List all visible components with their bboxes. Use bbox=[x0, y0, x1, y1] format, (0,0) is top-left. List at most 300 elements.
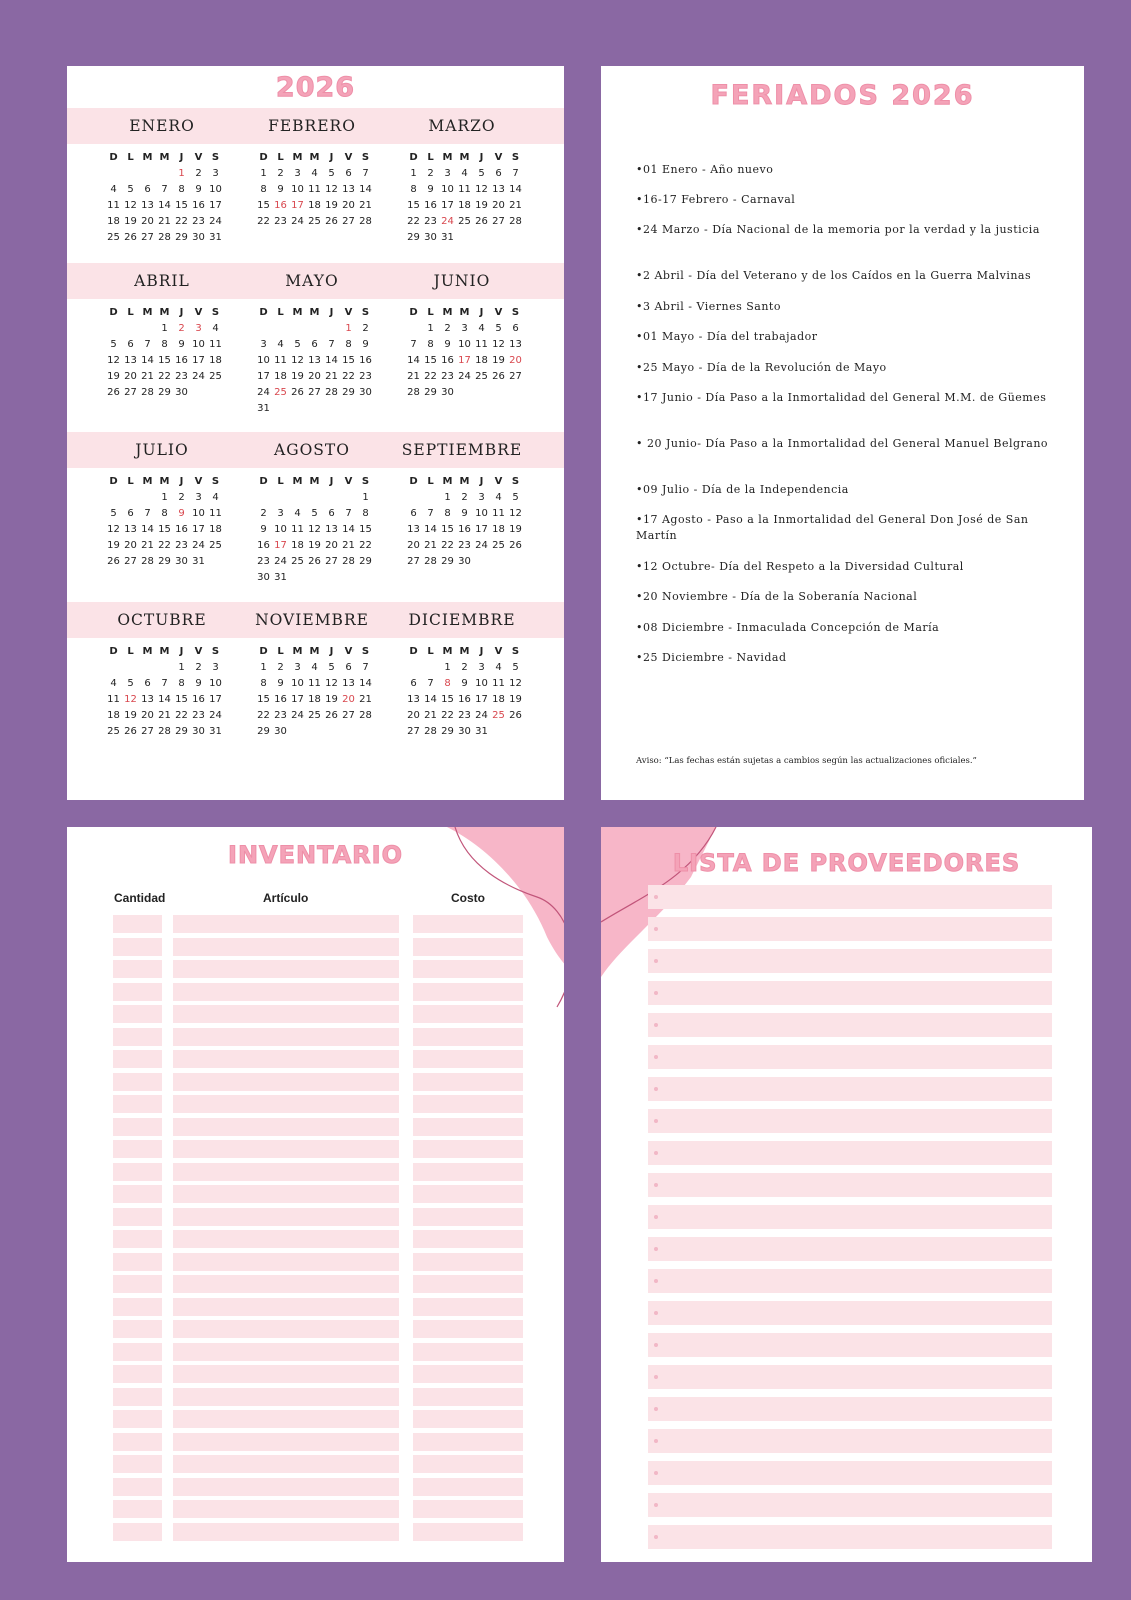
cost-cell[interactable] bbox=[413, 1500, 523, 1518]
bullet-icon bbox=[654, 895, 658, 899]
calendar-day: 5 bbox=[110, 339, 117, 350]
article-cell[interactable] bbox=[173, 915, 399, 933]
weekday-header: M bbox=[442, 307, 453, 318]
calendar-day: 21 bbox=[424, 710, 437, 721]
calendar-day: 31 bbox=[475, 726, 488, 737]
supplier-row[interactable] bbox=[648, 1397, 1052, 1421]
calendar-day: 24 bbox=[274, 556, 287, 567]
month-name: DICIEMBRE bbox=[408, 611, 516, 629]
calendar-day: 15 bbox=[342, 355, 355, 366]
calendar-day: 12 bbox=[325, 678, 338, 689]
calendar-day: 18 bbox=[458, 200, 471, 211]
calendar-day: 27 bbox=[124, 387, 137, 398]
calendar-day: 22 bbox=[175, 710, 188, 721]
calendar-day: 17 bbox=[441, 200, 454, 211]
supplier-row[interactable] bbox=[648, 1013, 1052, 1037]
calendar-day: 23 bbox=[192, 710, 205, 721]
calendar-day: 8 bbox=[178, 678, 185, 689]
cost-cell[interactable] bbox=[413, 1230, 523, 1248]
cost-cell[interactable] bbox=[413, 1050, 523, 1068]
article-cell[interactable] bbox=[173, 1230, 399, 1248]
calendar-day: 1 bbox=[444, 492, 451, 503]
holidays-page bbox=[601, 66, 1084, 800]
weekday-header: L bbox=[427, 646, 434, 657]
calendar-day: 4 bbox=[495, 662, 502, 673]
calendar-day: 29 bbox=[257, 726, 270, 737]
calendar-day: 13 bbox=[124, 524, 137, 535]
calendar-day: 12 bbox=[291, 355, 304, 366]
suppliers-page bbox=[601, 827, 1092, 1562]
calendar-day: 7 bbox=[144, 339, 151, 350]
article-cell[interactable] bbox=[173, 1028, 399, 1046]
month-name: NOVIEMBRE bbox=[255, 611, 369, 629]
cost-cell[interactable] bbox=[413, 1388, 523, 1406]
bullet-icon bbox=[654, 1183, 658, 1187]
quantity-cell[interactable] bbox=[113, 1095, 162, 1113]
calendar-day: 8 bbox=[161, 508, 168, 519]
article-cell[interactable] bbox=[173, 1095, 399, 1113]
calendar-day: 10 bbox=[209, 184, 222, 195]
quantity-cell[interactable] bbox=[113, 1478, 162, 1496]
month-name: OCTUBRE bbox=[117, 611, 207, 629]
calendar-day: 21 bbox=[424, 540, 437, 551]
cost-cell[interactable] bbox=[413, 1298, 523, 1316]
calendar-day: 6 bbox=[410, 508, 417, 519]
cost-cell[interactable] bbox=[413, 1118, 523, 1136]
month-name: AGOSTO bbox=[274, 441, 350, 459]
quantity-cell[interactable] bbox=[113, 1410, 162, 1428]
calendar-day: 8 bbox=[444, 508, 451, 519]
cost-cell[interactable] bbox=[413, 1320, 523, 1338]
weekday-header: V bbox=[194, 476, 203, 487]
supplier-row[interactable] bbox=[648, 1205, 1052, 1229]
calendar-day: 30 bbox=[257, 572, 270, 583]
weekday-header: M bbox=[309, 307, 320, 318]
calendar-day: 11 bbox=[492, 508, 505, 519]
supplier-row[interactable] bbox=[648, 1493, 1052, 1517]
calendar-day: 11 bbox=[308, 678, 321, 689]
supplier-row[interactable] bbox=[648, 949, 1052, 973]
quantity-cell[interactable] bbox=[113, 1343, 162, 1361]
weekday-header: M bbox=[459, 646, 470, 657]
article-cell[interactable] bbox=[173, 1500, 399, 1518]
article-cell[interactable] bbox=[173, 1298, 399, 1316]
weekday-header: S bbox=[361, 152, 370, 163]
quantity-cell[interactable] bbox=[113, 1455, 162, 1473]
supplier-row[interactable] bbox=[648, 1333, 1052, 1357]
calendar-day: 8 bbox=[427, 339, 434, 350]
quantity-cell[interactable] bbox=[113, 1388, 162, 1406]
calendar-day: 20 bbox=[308, 371, 321, 382]
cost-cell[interactable] bbox=[413, 1343, 523, 1361]
supplier-row[interactable] bbox=[648, 1269, 1052, 1293]
weekday-header: M bbox=[442, 476, 453, 487]
weekday-header: D bbox=[109, 476, 118, 487]
quantity-cell[interactable] bbox=[113, 1230, 162, 1248]
bullet-icon bbox=[654, 1151, 658, 1155]
calendar-page bbox=[67, 66, 564, 800]
quantity-cell[interactable] bbox=[113, 960, 162, 978]
calendar-day: 29 bbox=[175, 726, 188, 737]
article-cell[interactable] bbox=[173, 1163, 399, 1181]
weekday-header: S bbox=[511, 307, 520, 318]
calendar-day: 9 bbox=[277, 184, 284, 195]
article-cell[interactable] bbox=[173, 1455, 399, 1473]
quantity-cell[interactable] bbox=[113, 1253, 162, 1271]
supplier-row[interactable] bbox=[648, 981, 1052, 1005]
calendar-day: 7 bbox=[427, 508, 434, 519]
month-name: JULIO bbox=[135, 441, 189, 459]
calendar-day: 3 bbox=[212, 168, 219, 179]
month-name: FEBRERO bbox=[268, 117, 356, 135]
calendar-day: 30 bbox=[175, 387, 188, 398]
calendar-day: 2 bbox=[195, 168, 202, 179]
quantity-cell[interactable] bbox=[113, 1050, 162, 1068]
calendar-day: 15 bbox=[359, 524, 372, 535]
calendar-day: 7 bbox=[345, 508, 352, 519]
calendar-day: 12 bbox=[509, 508, 522, 519]
calendar-day: 13 bbox=[308, 355, 321, 366]
cost-cell[interactable] bbox=[413, 1095, 523, 1113]
quantity-cell[interactable] bbox=[113, 915, 162, 933]
calendar-day: 13 bbox=[509, 339, 522, 350]
holiday-item: •01 Mayo - Día del trabajador bbox=[636, 330, 818, 343]
calendar-day: 12 bbox=[308, 524, 321, 535]
article-cell[interactable] bbox=[173, 1388, 399, 1406]
calendar-day: 22 bbox=[158, 540, 171, 551]
supplier-row[interactable] bbox=[648, 1077, 1052, 1101]
quantity-cell[interactable] bbox=[113, 1433, 162, 1451]
holiday-day: 20 bbox=[342, 694, 355, 705]
calendar-day: 10 bbox=[257, 355, 270, 366]
calendar-day: 5 bbox=[127, 184, 134, 195]
article-cell[interactable] bbox=[173, 1433, 399, 1451]
quantity-cell[interactable] bbox=[113, 1163, 162, 1181]
article-cell[interactable] bbox=[173, 1208, 399, 1226]
supplier-row[interactable] bbox=[648, 1173, 1052, 1197]
cost-cell[interactable] bbox=[413, 938, 523, 956]
weekday-header: V bbox=[344, 307, 353, 318]
calendar-day: 5 bbox=[512, 492, 519, 503]
calendar-day: 29 bbox=[441, 726, 454, 737]
calendar-day: 31 bbox=[274, 572, 287, 583]
weekday-header: M bbox=[309, 646, 320, 657]
calendar-day: 12 bbox=[107, 524, 120, 535]
calendar-day: 27 bbox=[492, 216, 505, 227]
weekday-header: D bbox=[109, 307, 118, 318]
weekday-header: M bbox=[142, 646, 153, 657]
cost-cell[interactable] bbox=[413, 960, 523, 978]
weekday-header: L bbox=[127, 646, 134, 657]
calendar-day: 19 bbox=[291, 371, 304, 382]
calendar-day: 14 bbox=[509, 184, 522, 195]
calendar-day: 28 bbox=[424, 556, 437, 567]
calendar-day: 29 bbox=[342, 387, 355, 398]
calendar-day: 13 bbox=[407, 694, 420, 705]
calendar-day: 4 bbox=[277, 339, 284, 350]
weekday-header: D bbox=[109, 646, 118, 657]
quantity-cell[interactable] bbox=[113, 1523, 162, 1541]
supplier-row[interactable] bbox=[648, 1045, 1052, 1069]
cost-cell[interactable] bbox=[413, 983, 523, 1001]
calendar-day: 30 bbox=[359, 387, 372, 398]
calendar-day: 18 bbox=[107, 216, 120, 227]
cost-cell[interactable] bbox=[413, 1478, 523, 1496]
calendar-day: 24 bbox=[209, 710, 222, 721]
cost-cell[interactable] bbox=[413, 1523, 523, 1541]
weekday-header: M bbox=[159, 152, 170, 163]
article-cell[interactable] bbox=[173, 1073, 399, 1091]
cost-cell[interactable] bbox=[413, 915, 523, 933]
calendar-day: 28 bbox=[359, 710, 372, 721]
calendar-day: 16 bbox=[192, 200, 205, 211]
calendar-day: 10 bbox=[192, 339, 205, 350]
article-cell[interactable] bbox=[173, 1478, 399, 1496]
article-cell[interactable] bbox=[173, 1320, 399, 1338]
weekday-header: J bbox=[479, 646, 484, 657]
calendar-day: 21 bbox=[359, 694, 372, 705]
calendar-day: 4 bbox=[212, 492, 219, 503]
calendar-year-title: 2026 bbox=[275, 72, 356, 103]
quantity-cell[interactable] bbox=[113, 1073, 162, 1091]
holiday-item: •12 Octubre- Día del Respeto a la Diversidad Cultural bbox=[636, 560, 964, 573]
calendar-day: 13 bbox=[342, 678, 355, 689]
weekday-header: V bbox=[494, 152, 503, 163]
calendar-day: 16 bbox=[441, 355, 454, 366]
weekday-header: L bbox=[127, 476, 134, 487]
calendar-day: 5 bbox=[127, 678, 134, 689]
calendar-day: 5 bbox=[328, 168, 335, 179]
calendar-day: 26 bbox=[291, 387, 304, 398]
article-cell[interactable] bbox=[173, 1118, 399, 1136]
calendar-day: 26 bbox=[492, 371, 505, 382]
month-name: JUNIO bbox=[433, 272, 491, 290]
calendar-day: 15 bbox=[175, 694, 188, 705]
calendar-day: 20 bbox=[325, 540, 338, 551]
supplier-row[interactable] bbox=[648, 917, 1052, 941]
quantity-cell[interactable] bbox=[113, 1005, 162, 1023]
calendar-day: 26 bbox=[325, 710, 338, 721]
quantity-cell[interactable] bbox=[113, 938, 162, 956]
calendar-day: 12 bbox=[107, 355, 120, 366]
cost-cell[interactable] bbox=[413, 1253, 523, 1271]
article-cell[interactable] bbox=[173, 1185, 399, 1203]
weekday-header: M bbox=[309, 476, 320, 487]
cost-cell[interactable] bbox=[413, 1455, 523, 1473]
cost-cell[interactable] bbox=[413, 1163, 523, 1181]
weekday-header: V bbox=[344, 152, 353, 163]
article-cell[interactable] bbox=[173, 1005, 399, 1023]
quantity-cell[interactable] bbox=[113, 1298, 162, 1316]
calendar-day: 18 bbox=[209, 355, 222, 366]
calendar-day: 21 bbox=[342, 540, 355, 551]
calendar-day: 3 bbox=[212, 662, 219, 673]
calendar-day: 14 bbox=[424, 694, 437, 705]
weekday-header: J bbox=[479, 152, 484, 163]
quantity-cell[interactable] bbox=[113, 1185, 162, 1203]
article-cell[interactable] bbox=[173, 938, 399, 956]
quantity-cell[interactable] bbox=[113, 1140, 162, 1158]
calendar-day: 20 bbox=[141, 710, 154, 721]
article-cell[interactable] bbox=[173, 1275, 399, 1293]
supplier-row[interactable] bbox=[648, 1461, 1052, 1485]
calendar-day: 22 bbox=[158, 371, 171, 382]
calendar-day: 4 bbox=[311, 168, 318, 179]
weekday-header: V bbox=[344, 646, 353, 657]
calendar-day: 16 bbox=[458, 694, 471, 705]
calendar-day: 29 bbox=[158, 556, 171, 567]
calendar-day: 22 bbox=[441, 540, 454, 551]
calendar-day: 14 bbox=[141, 355, 154, 366]
calendar-day: 20 bbox=[492, 200, 505, 211]
calendar-day: 2 bbox=[427, 168, 434, 179]
calendar-day: 30 bbox=[458, 556, 471, 567]
calendar-day: 25 bbox=[209, 540, 222, 551]
calendar-day: 21 bbox=[359, 200, 372, 211]
calendar-day: 17 bbox=[192, 355, 205, 366]
quantity-cell[interactable] bbox=[113, 1275, 162, 1293]
calendar-day: 18 bbox=[475, 355, 488, 366]
calendar-day: 11 bbox=[209, 508, 222, 519]
article-header: Artículo bbox=[263, 891, 309, 905]
calendar-day: 14 bbox=[325, 355, 338, 366]
article-cell[interactable] bbox=[173, 1253, 399, 1271]
calendar-day: 26 bbox=[308, 556, 321, 567]
cost-cell[interactable] bbox=[413, 1410, 523, 1428]
calendar-day: 22 bbox=[441, 710, 454, 721]
article-cell[interactable] bbox=[173, 1343, 399, 1361]
bullet-icon bbox=[654, 991, 658, 995]
article-cell[interactable] bbox=[173, 1410, 399, 1428]
cost-cell[interactable] bbox=[413, 1005, 523, 1023]
cost-cell[interactable] bbox=[413, 1208, 523, 1226]
quantity-cell[interactable] bbox=[113, 983, 162, 1001]
calendar-day: 31 bbox=[257, 403, 270, 414]
weekday-header: J bbox=[179, 152, 184, 163]
cost-cell[interactable] bbox=[413, 1140, 523, 1158]
calendar-day: 8 bbox=[362, 508, 369, 519]
cost-cell[interactable] bbox=[413, 1185, 523, 1203]
quantity-cell[interactable] bbox=[113, 1028, 162, 1046]
calendar-day: 13 bbox=[141, 694, 154, 705]
calendar-day: 16 bbox=[175, 355, 188, 366]
cost-cell[interactable] bbox=[413, 1275, 523, 1293]
weekday-header: V bbox=[194, 307, 203, 318]
calendar-day: 3 bbox=[461, 323, 468, 334]
calendar-day: 17 bbox=[209, 694, 222, 705]
supplier-row[interactable] bbox=[648, 1301, 1052, 1325]
article-cell[interactable] bbox=[173, 960, 399, 978]
article-cell[interactable] bbox=[173, 1523, 399, 1541]
month-name: ENERO bbox=[129, 117, 195, 135]
cost-cell[interactable] bbox=[413, 1433, 523, 1451]
calendar-day: 12 bbox=[325, 184, 338, 195]
calendar-day: 11 bbox=[107, 200, 120, 211]
weekday-header: J bbox=[179, 476, 184, 487]
suppliers-title: LISTA DE PROVEEDORES bbox=[672, 849, 1021, 877]
calendar-day: 12 bbox=[492, 339, 505, 350]
supplier-row[interactable] bbox=[648, 1525, 1052, 1549]
calendar-day: 26 bbox=[325, 216, 338, 227]
supplier-row[interactable] bbox=[648, 1141, 1052, 1165]
calendar-day: 4 bbox=[110, 184, 117, 195]
quantity-cell[interactable] bbox=[113, 1208, 162, 1226]
holiday-day: 25 bbox=[274, 387, 287, 398]
bullet-icon bbox=[654, 1215, 658, 1219]
cost-cell[interactable] bbox=[413, 1365, 523, 1383]
calendar-day: 14 bbox=[407, 355, 420, 366]
calendar-day: 12 bbox=[509, 678, 522, 689]
calendar-day: 9 bbox=[178, 339, 185, 350]
weekday-header: M bbox=[459, 152, 470, 163]
calendar-day: 13 bbox=[342, 184, 355, 195]
supplier-row[interactable] bbox=[648, 1365, 1052, 1389]
weekday-header: M bbox=[159, 307, 170, 318]
calendar-day: 22 bbox=[424, 371, 437, 382]
calendar-day: 11 bbox=[209, 339, 222, 350]
supplier-row[interactable] bbox=[648, 1109, 1052, 1133]
quantity-cell[interactable] bbox=[113, 1365, 162, 1383]
holiday-item: •09 Julio - Día de la Independencia bbox=[636, 483, 849, 496]
quantity-cell[interactable] bbox=[113, 1500, 162, 1518]
calendar-day: 31 bbox=[209, 726, 222, 737]
calendar-day: 6 bbox=[144, 678, 151, 689]
calendar-day: 19 bbox=[509, 524, 522, 535]
quantity-cell[interactable] bbox=[113, 1320, 162, 1338]
calendar-day: 30 bbox=[458, 726, 471, 737]
article-cell[interactable] bbox=[173, 983, 399, 1001]
calendar-day: 27 bbox=[342, 216, 355, 227]
calendar-day: 26 bbox=[107, 387, 120, 398]
calendar-day: 6 bbox=[512, 323, 519, 334]
calendar-day: 6 bbox=[127, 508, 134, 519]
calendar-day: 3 bbox=[478, 662, 485, 673]
calendar-day: 22 bbox=[257, 710, 270, 721]
calendar-day: 17 bbox=[192, 524, 205, 535]
calendar-day: 20 bbox=[407, 710, 420, 721]
holiday-day: 17 bbox=[291, 200, 304, 211]
calendar-day: 18 bbox=[308, 694, 321, 705]
quantity-cell[interactable] bbox=[113, 1118, 162, 1136]
calendar-day: 23 bbox=[458, 540, 471, 551]
weekday-header: D bbox=[409, 476, 418, 487]
holiday-item: • 20 Junio- Día Paso a la Inmortalidad del General Manuel Belgrano bbox=[636, 437, 1049, 450]
supplier-row[interactable] bbox=[648, 885, 1052, 909]
supplier-row[interactable] bbox=[648, 1429, 1052, 1453]
calendar-day: 8 bbox=[161, 339, 168, 350]
calendar-day: 19 bbox=[325, 694, 338, 705]
cost-cell[interactable] bbox=[413, 1028, 523, 1046]
weekday-header: V bbox=[344, 476, 353, 487]
article-cell[interactable] bbox=[173, 1365, 399, 1383]
weekday-header: M bbox=[309, 152, 320, 163]
calendar-day: 9 bbox=[277, 678, 284, 689]
article-cell[interactable] bbox=[173, 1050, 399, 1068]
holiday-item: •2 Abril - Día del Veterano y de los Caídos en la Guerra Malvinas bbox=[636, 269, 1032, 282]
calendar-day: 6 bbox=[144, 184, 151, 195]
calendar-day: 16 bbox=[257, 540, 270, 551]
supplier-row[interactable] bbox=[648, 1237, 1052, 1261]
weekday-header: V bbox=[494, 476, 503, 487]
article-cell[interactable] bbox=[173, 1140, 399, 1158]
weekday-header: S bbox=[511, 646, 520, 657]
calendar-day: 27 bbox=[342, 710, 355, 721]
calendar-day: 15 bbox=[424, 355, 437, 366]
cost-cell[interactable] bbox=[413, 1073, 523, 1091]
calendar-day: 11 bbox=[458, 184, 471, 195]
quantity-header: Cantidad bbox=[114, 891, 166, 905]
calendar-day: 16 bbox=[274, 694, 287, 705]
